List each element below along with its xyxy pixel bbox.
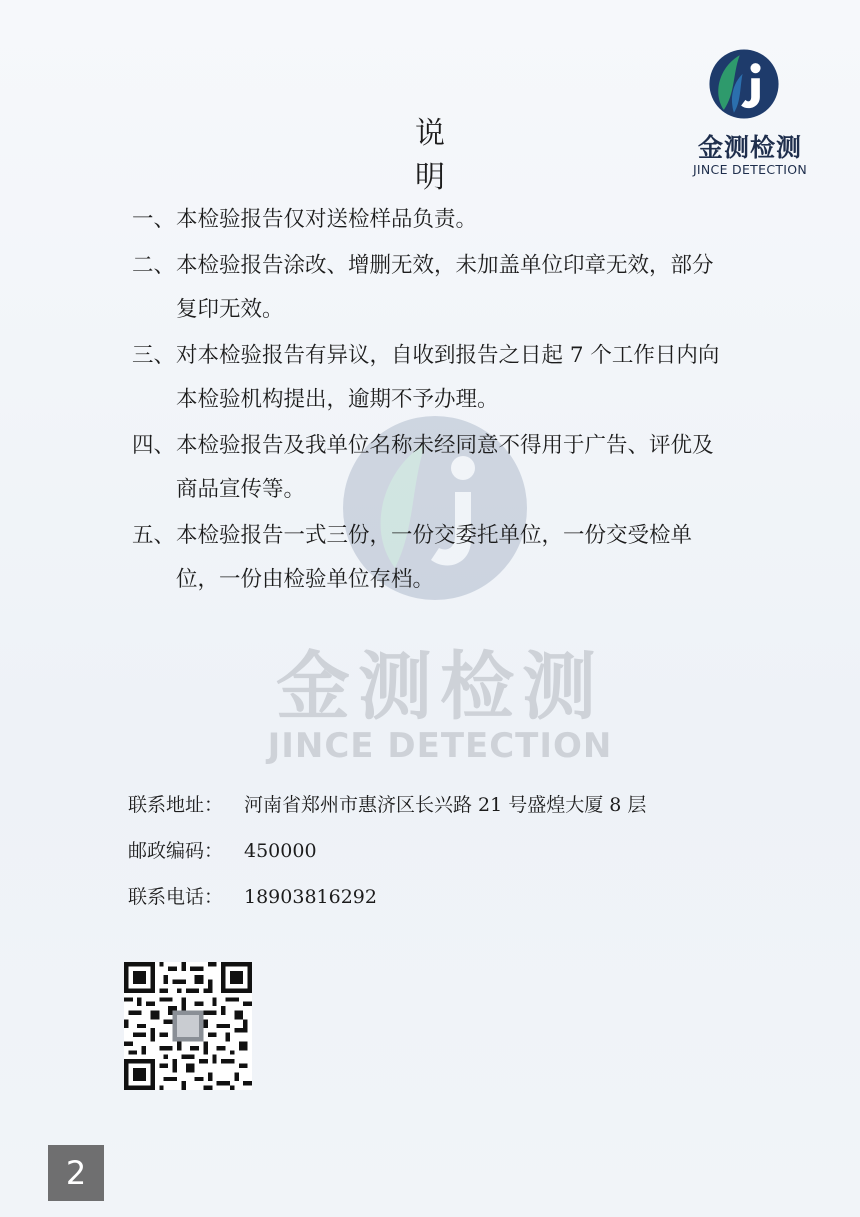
- company-logo: [680, 48, 820, 188]
- note-text: 对本检验报告有异议，自收到报告之日起 7 个工作日内向本检验机构提出，逾期不予办理。: [176, 343, 720, 412]
- notes-list: [132, 198, 732, 604]
- page-title: 说明: [415, 116, 507, 195]
- note-item: [132, 244, 732, 332]
- note-number: 五、: [132, 523, 176, 548]
- address-label: 联系地址：: [128, 794, 224, 816]
- address-value: 河南省郑州市惠济区长兴路 21 号盛煌大厦 8 层: [244, 794, 647, 816]
- note-number: 一、: [132, 207, 176, 232]
- note-item: [132, 514, 732, 602]
- contact-phone-row: [128, 874, 768, 920]
- postcode-value: 450000: [244, 840, 317, 862]
- contact-info: [128, 782, 768, 920]
- contact-address-row: [128, 782, 768, 828]
- note-text: 本检验报告仅对送检样品负责。: [176, 207, 478, 232]
- note-text: 本检验报告一式三份，一份交委托单位，一份交受检单位，一份由检验单位存档。: [176, 523, 693, 592]
- note-number: 二、: [132, 253, 176, 278]
- note-number: 四、: [132, 433, 176, 458]
- watermark-text-cn: 金测检测: [276, 644, 604, 730]
- phone-label: 联系电话：: [128, 886, 224, 908]
- note-item: [132, 198, 732, 242]
- note-item: [132, 424, 732, 512]
- page-number-badge: 2: [48, 1145, 104, 1201]
- note-text: 本检验报告及我单位名称未经同意不得用于广告、评优及商品宣传等。: [176, 433, 714, 502]
- note-text: 本检验报告涂改、增删无效，未加盖单位印章无效，部分复印无效。: [176, 253, 714, 322]
- logo-name-en: JINCE DETECTION: [692, 162, 808, 177]
- contact-postcode-row: [128, 828, 768, 874]
- note-number: 三、: [132, 343, 176, 368]
- postcode-label: 邮政编码：: [128, 840, 224, 862]
- phone-value: 18903816292: [244, 886, 377, 908]
- jince-logo-icon: [708, 48, 780, 120]
- qr-code-icon[interactable]: [124, 962, 252, 1090]
- note-item: [132, 334, 732, 422]
- watermark-text-en: JINCE DETECTION: [267, 726, 613, 766]
- logo-name-cn: 金测检测: [697, 133, 802, 162]
